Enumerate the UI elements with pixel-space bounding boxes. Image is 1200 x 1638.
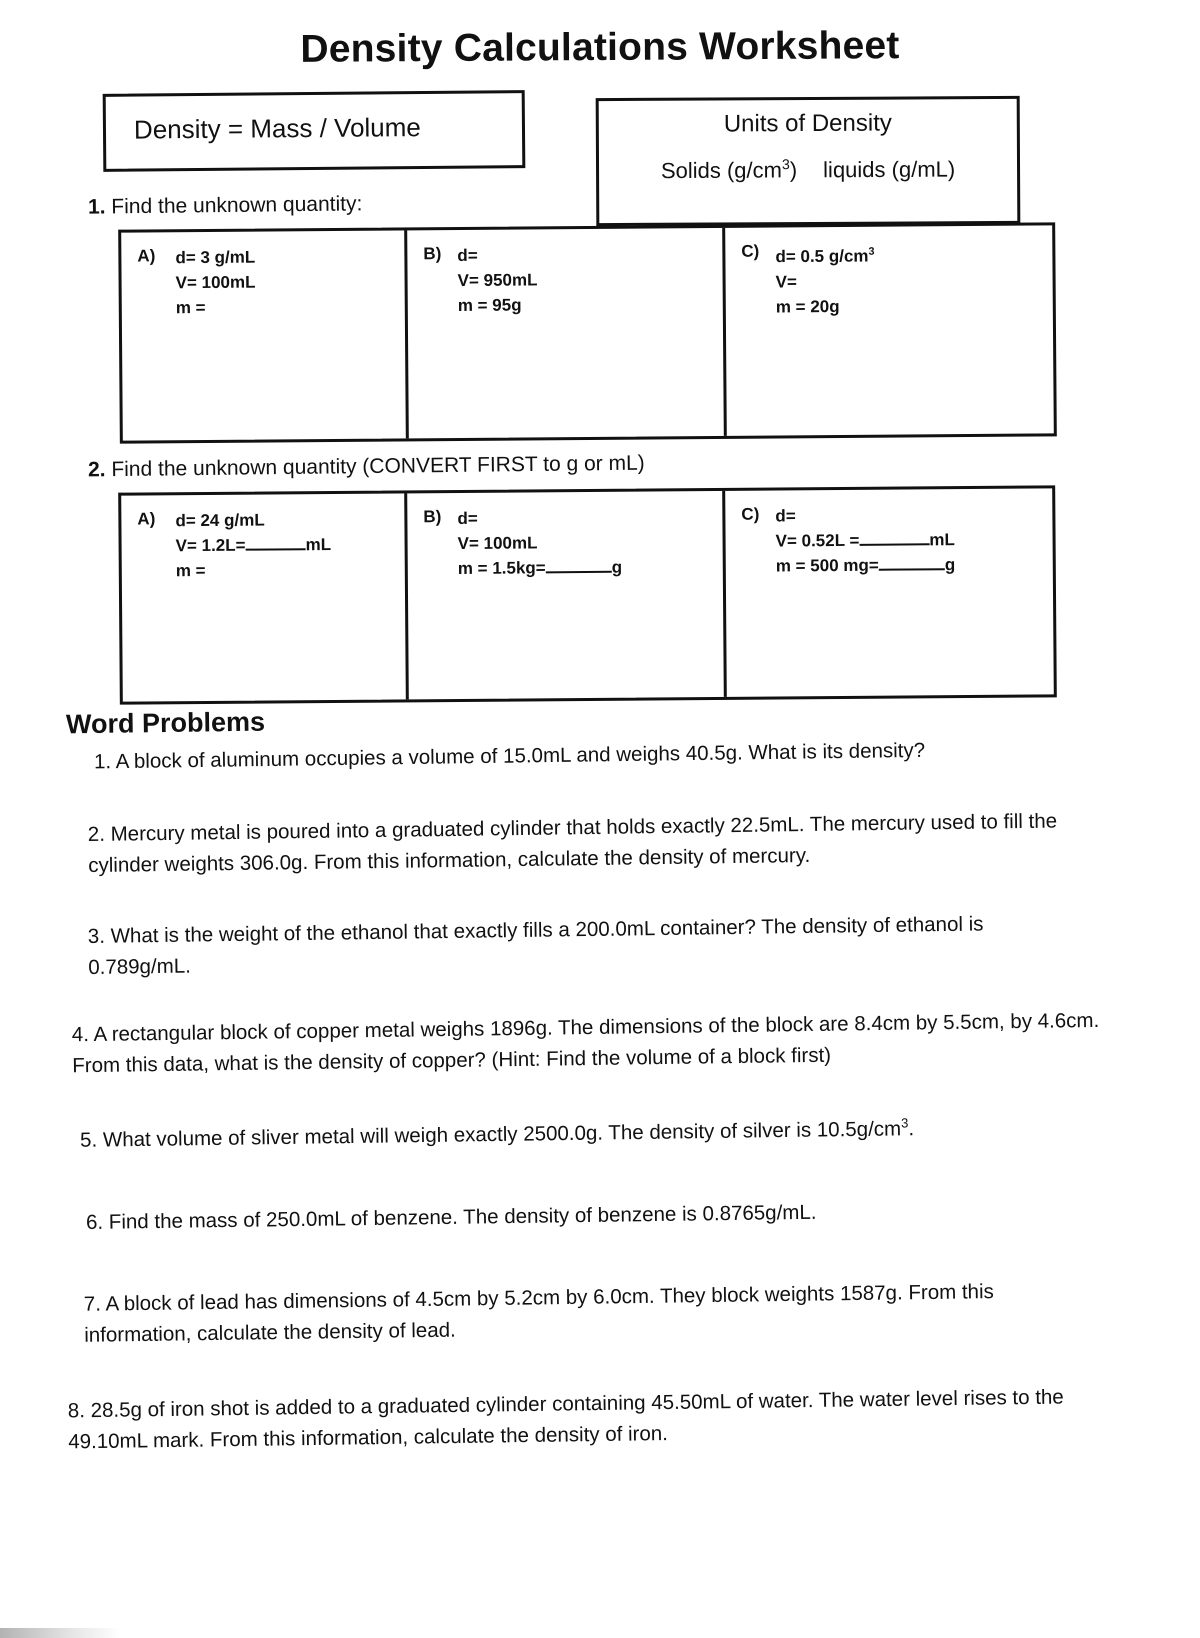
problem-2b-cell[interactable] bbox=[404, 491, 724, 699]
problem-2c-mass-blank[interactable] bbox=[879, 554, 945, 571]
problem-2a-volume-unit: mL bbox=[305, 535, 332, 555]
problem-1a-letter: A) bbox=[137, 246, 156, 266]
problem-1b-letter: B) bbox=[423, 244, 442, 264]
problem-2c-mass-label: m = 500 mg= bbox=[775, 555, 879, 576]
section-2-text: Find the unknown quantity (CONVERT FIRST to g or mL) bbox=[105, 451, 645, 482]
problem-1b-line-3: m = 95g bbox=[457, 295, 522, 316]
problem-2c-mass-unit: g bbox=[944, 555, 956, 575]
section-1-label bbox=[88, 192, 363, 219]
problem-2c-volume-blank[interactable] bbox=[859, 529, 929, 546]
problem-1c-letter: C) bbox=[741, 241, 760, 261]
word-problem-4: 4. A rectangular block of copper metal weighs 1896g. The dimensions of the block are 8.4cm by 5.5cm, by 4.6cm. From this data, what is the density of copper? (Hint: Find the volume of a block first) bbox=[71, 1008, 1100, 1078]
page-title: Density Calculations Worksheet bbox=[300, 24, 900, 71]
section-2-problem-grid bbox=[118, 485, 1057, 704]
problem-2b-line-3 bbox=[458, 555, 622, 581]
section-1-text: Find the unknown quantity: bbox=[105, 192, 363, 219]
problem-2c-volume-label: V= 0.52L = bbox=[775, 530, 860, 551]
problem-2c-lines bbox=[775, 502, 955, 578]
problem-2a-cell[interactable] bbox=[121, 493, 406, 701]
problem-1a-cell[interactable] bbox=[121, 230, 406, 440]
problem-1c-cell[interactable] bbox=[722, 225, 1060, 436]
problem-2c-letter: C) bbox=[741, 504, 760, 524]
problem-1b-line-1: d= bbox=[457, 245, 478, 266]
units-liquids-label: liquids (g/mL) bbox=[823, 156, 956, 183]
problem-2c-line-2 bbox=[775, 527, 955, 553]
problem-2b-line-2: V= 100mL bbox=[457, 533, 538, 554]
units-solids-exponent: 3 bbox=[781, 156, 790, 173]
problem-1c-density-exponent: 3 bbox=[868, 245, 875, 258]
problem-2c-line-1: d= bbox=[775, 506, 796, 526]
problem-2a-volume-label: V= 1.2L= bbox=[175, 535, 246, 556]
problem-1b-lines bbox=[457, 242, 537, 318]
word-problem-5-text: 5. What volume of sliver metal will weigh exactly 2500.0g. The density of silver is 10.5g/cm bbox=[79, 1117, 902, 1152]
word-problem-5 bbox=[80, 1105, 1080, 1156]
problem-2b-mass-label: m = 1.5kg= bbox=[457, 558, 546, 579]
word-problem-1: 1. A block of aluminum occupies a volume of 15.0mL and weighs 40.5g. What is its density? bbox=[93, 738, 926, 774]
problem-2a-line-3: m = bbox=[175, 560, 206, 581]
problem-2b-letter: B) bbox=[423, 507, 442, 527]
problem-2c-line-3 bbox=[776, 552, 956, 578]
problem-1a-line-2: V= 100mL bbox=[175, 272, 256, 293]
scan-edge-artifact bbox=[0, 1628, 120, 1638]
section-2-label bbox=[88, 452, 645, 483]
problem-1a-lines bbox=[175, 245, 255, 321]
problem-2a-line-1: d= 24 g/mL bbox=[175, 510, 265, 531]
problem-1b-cell[interactable] bbox=[404, 228, 724, 438]
problem-2b-mass-unit: g bbox=[611, 557, 623, 577]
word-problems-heading: Word Problems bbox=[65, 706, 266, 740]
units-solids-close: ) bbox=[789, 157, 798, 183]
problem-2b-mass-blank[interactable] bbox=[546, 557, 612, 574]
problem-2c-volume-unit: mL bbox=[929, 530, 955, 550]
density-formula-box bbox=[103, 90, 526, 172]
units-of-density-box bbox=[596, 96, 1021, 226]
problem-2b-lines bbox=[457, 505, 622, 581]
problem-2a-volume-blank[interactable] bbox=[245, 534, 305, 550]
problem-1c-line-1 bbox=[775, 240, 874, 269]
problem-1c-lines bbox=[775, 240, 875, 319]
problem-1a-line-1: d= 3 g/mL bbox=[175, 247, 256, 268]
problem-1b-line-2: V= 950mL bbox=[457, 270, 538, 291]
units-solids-label: Solids (g/cm bbox=[660, 157, 783, 184]
problem-2a-line-2 bbox=[176, 532, 332, 558]
problem-2b-line-1: d= bbox=[457, 508, 478, 529]
word-problem-6: 6. Find the mass of 250.0mL of benzene. The density of benzene is 0.8765g/mL. bbox=[85, 1200, 817, 1234]
units-heading: Units of Density bbox=[723, 109, 892, 138]
problem-2a-lines bbox=[175, 507, 331, 583]
problem-1c-line-2: V= bbox=[775, 272, 797, 292]
problem-2c-cell[interactable] bbox=[722, 488, 1060, 697]
word-problem-5-exponent: 3 bbox=[900, 1115, 909, 1131]
word-problem-5-tail: . bbox=[908, 1117, 915, 1141]
problem-1a-line-3: m = bbox=[175, 297, 206, 318]
problem-1c-line-3: m = 20g bbox=[775, 296, 840, 317]
section-1-number: 1. bbox=[87, 195, 106, 219]
section-2-number: 2. bbox=[87, 458, 106, 482]
word-problem-7: 7. A block of lead has dimensions of 4.5cm by 5.2cm by 6.0cm. They block weights 1587g. From this information, calculate the density of lead. bbox=[83, 1280, 994, 1347]
word-problem-2: 2. Mercury metal is poured into a graduated cylinder that holds exactly 22.5mL. The mercury used to fill the cylinder weights 306.0g. From this information, calculate the density of mercury. bbox=[87, 809, 1058, 878]
units-values bbox=[599, 155, 1017, 185]
word-problem-8: 8. 28.5g of iron shot is added to a graduated cylinder containing 45.50mL of water. The water level rises to the 49.10mL mark. From this information, calculate the density of iron. bbox=[67, 1385, 1064, 1454]
problem-1c-density-text: d= 0.5 g/cm bbox=[775, 246, 869, 267]
word-problem-3: 3. What is the weight of the ethanol that exactly fills a 200.0mL container? The density of ethanol is 0.789g/mL. bbox=[87, 912, 984, 979]
density-formula-text: Density = Mass / Volume bbox=[133, 112, 421, 145]
problem-2a-letter: A) bbox=[137, 509, 156, 529]
section-1-problem-grid bbox=[118, 222, 1057, 443]
